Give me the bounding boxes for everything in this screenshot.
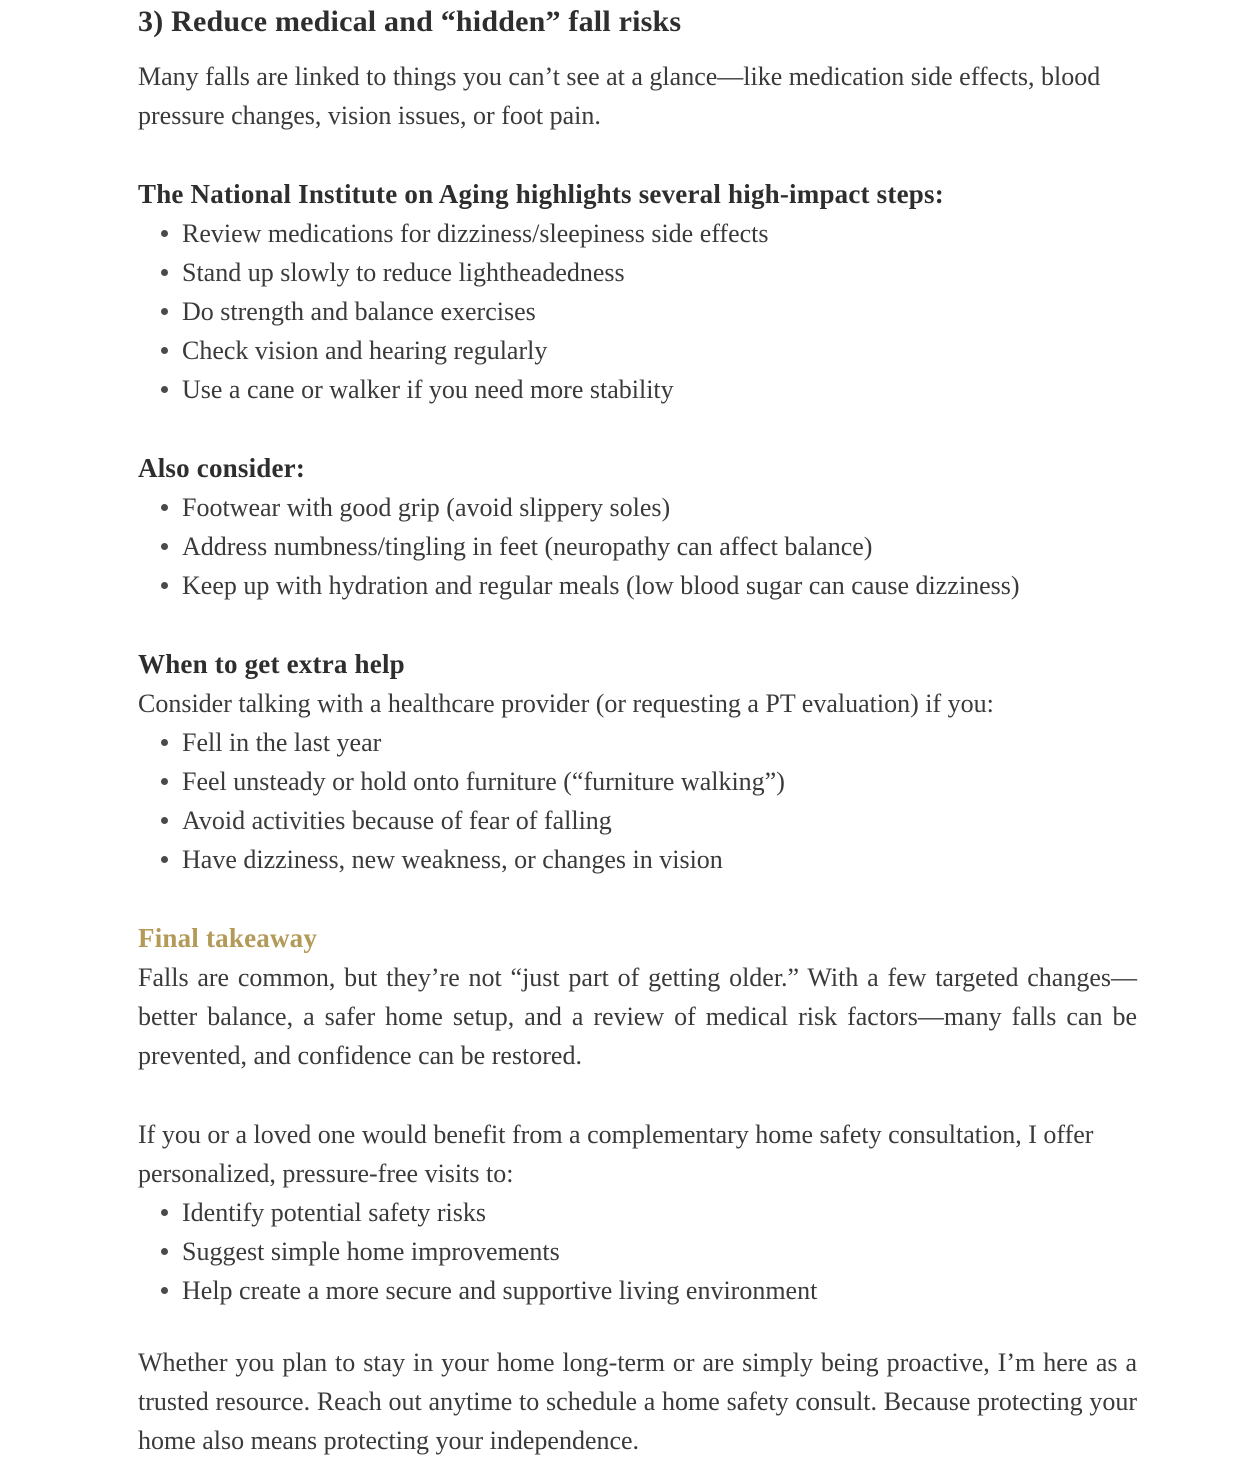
consultation-lead: If you or a loved one would benefit from a complementary home safety consultation, I offer personalized, pressure-free visits to: [138,1120,1094,1188]
extra-help-section [138,645,1137,879]
also-consider-list [138,488,1137,605]
bullet-dot-icon [161,504,168,511]
bullet-dot-icon [161,308,168,315]
also-consider-heading: Also consider: [138,453,306,483]
list-item-text: Feel unsteady or hold onto furniture (“furniture walking”) [182,767,785,796]
list-item [138,331,1137,370]
also-consider-section [138,449,1137,605]
list-item-text: Keep up with hydration and regular meals (low blood sugar can cause dizziness) [182,571,1020,600]
bullet-dot-icon [161,230,168,237]
extra-help-heading: When to get extra help [138,649,405,679]
list-item [138,1232,1137,1271]
list-item-text: Use a cane or walker if you need more stability [182,375,674,404]
list-item-text: Footwear with good grip (avoid slippery soles) [182,493,671,522]
bullet-dot-icon [161,543,168,550]
nia-steps-heading: The National Institute on Aging highlights several high-impact steps: [138,179,944,209]
list-item-text: Do strength and balance exercises [182,297,536,326]
final-takeaway-heading: Final takeaway [138,923,318,953]
list-item [138,488,1137,527]
final-takeaway-paragraph: Falls are common, but they’re not “just part of getting older.” With a few targeted changes—better balance, a safer home setup, and a review of medical risk factors—many falls can be prevented, and confidence can be restored. [138,963,1137,1070]
list-item [138,762,1137,801]
list-item [138,527,1137,566]
nia-steps-list [138,214,1137,409]
list-item-text: Help create a more secure and supportive living environment [182,1276,818,1305]
nia-steps-section [138,175,1137,409]
list-item-text: Review medications for dizziness/sleepiness side effects [182,219,769,248]
list-item [138,214,1137,253]
list-item [138,1271,1137,1310]
list-item-text: Check vision and hearing regularly [182,336,548,365]
list-item [138,566,1137,605]
consultation-list [138,1193,1137,1310]
list-item-text: Stand up slowly to reduce lightheadedness [182,258,625,287]
list-item [138,292,1137,331]
list-item [138,253,1137,292]
closing-paragraph: Whether you plan to stay in your home long-term or are simply being proactive, I’m here as a trusted resource. Reach out anytime to schedule a home safety consult. Because protecting your home also means protecting your independence. [138,1348,1137,1455]
bullet-dot-icon [161,856,168,863]
bullet-dot-icon [161,347,168,354]
bullet-dot-icon [161,817,168,824]
list-item [138,1193,1137,1232]
list-item [138,840,1137,879]
list-item [138,723,1137,762]
bullet-dot-icon [161,778,168,785]
list-item-text: Avoid activities because of fear of falling [182,806,612,835]
bullet-dot-icon [161,1248,168,1255]
bullet-dot-icon [161,1287,168,1294]
bullet-dot-icon [161,739,168,746]
extra-help-lead: Consider talking with a healthcare provider (or requesting a PT evaluation) if you: [138,689,994,718]
list-item-text: Fell in the last year [182,728,382,757]
list-item [138,370,1137,409]
extra-help-list [138,723,1137,879]
section-3-heading: 3) Reduce medical and “hidden” fall risks [138,5,682,38]
closing-section [138,1343,1137,1460]
list-item-text: Have dizziness, new weakness, or changes in vision [182,845,723,874]
list-item-text: Suggest simple home improvements [182,1237,560,1266]
list-item-text: Identify potential safety risks [182,1198,486,1227]
bullet-dot-icon [161,582,168,589]
bullet-dot-icon [161,386,168,393]
final-takeaway-section [138,919,1137,1075]
bullet-dot-icon [161,269,168,276]
list-item-text: Address numbness/tingling in feet (neuropathy can affect balance) [182,532,873,561]
bullet-dot-icon [161,1209,168,1216]
consultation-section [138,1115,1137,1310]
list-item [138,801,1137,840]
intro-paragraph: Many falls are linked to things you can’t see at a glance—like medication side effects, blood pressure changes, vision issues, or foot pain. [138,62,1101,130]
